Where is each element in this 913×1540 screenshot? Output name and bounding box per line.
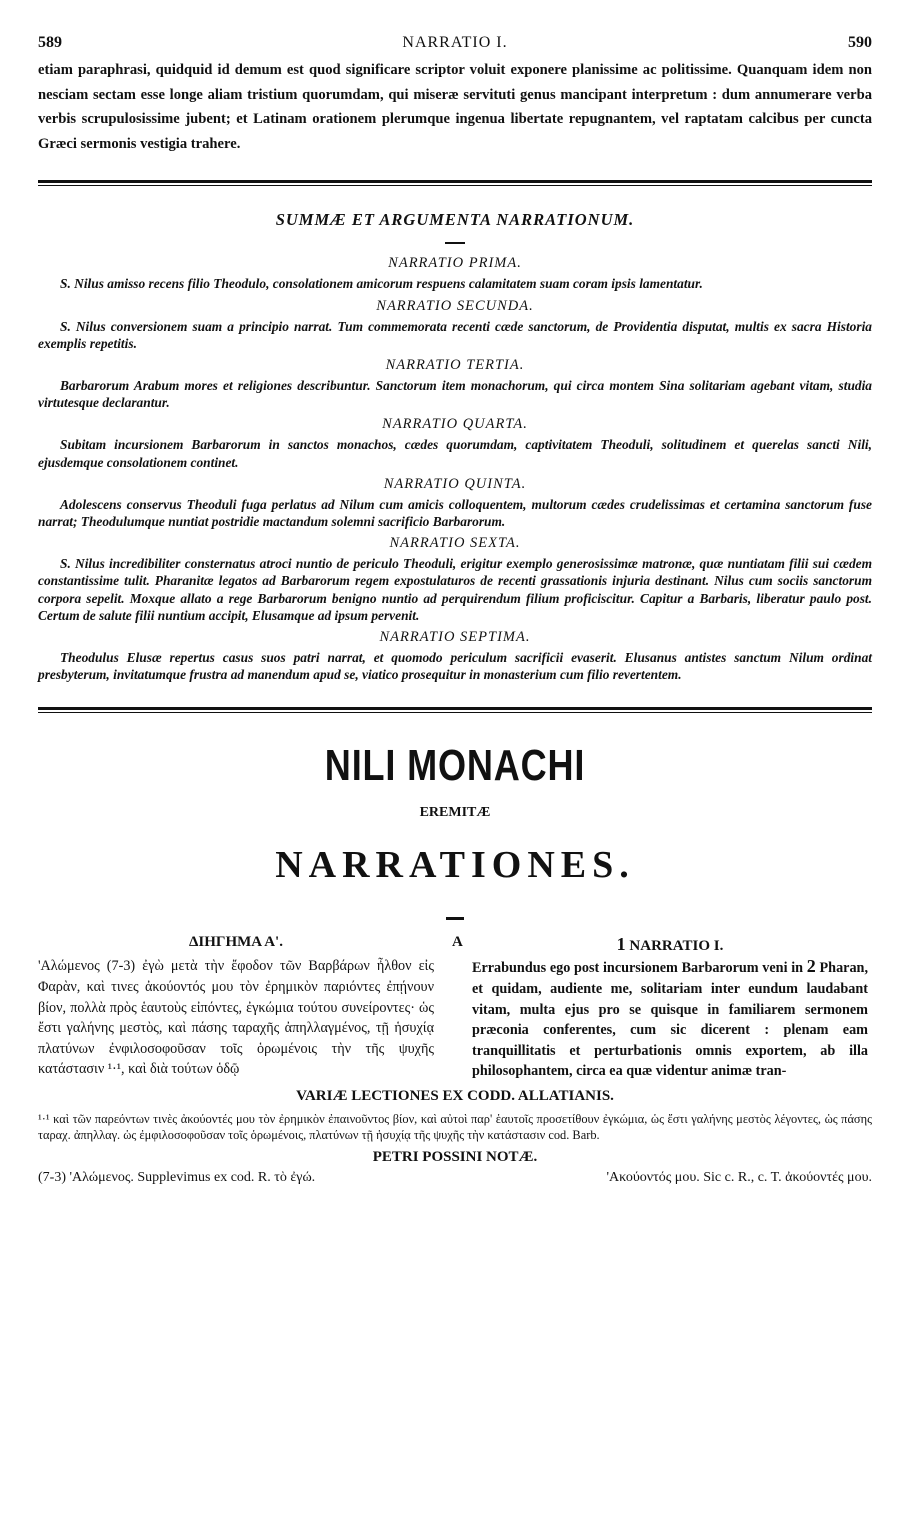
running-head [38, 34, 872, 56]
marginal-number: 1 [616, 934, 626, 955]
latin-text-start: Errabundus ego post incursionem Barbarorum veni in [472, 960, 804, 977]
greek-text: 'Αλώμενος (7-3) ἐγὼ μετὰ τὴν ἔφοδον τῶν Βαρβάρων ἦλθον εἰς Φαρὰν, καὶ τινες ἀκούοντός μου τὸν ἐρημικὸν παριόντες ἐπῄνουν βίον, πολλὰ πρὸς ἑαυτοὺς εἰπόντες, ἐγκώμια τούτου συνείροντες· ὡς ἔστι γαλήνης μεστὸς, καὶ πάσης ταραχῆς ἀπηλλαγμένος, τῇ ἡσυχίᾳ πλατύνων ἐνφιλοσοφοῦσαν τοῖς ὁρωμένοις τὴν τῆς ψυχῆς κατάστασιν ¹·¹, καὶ διὰ τούτων ὁδῷ [38, 958, 434, 1078]
column-marker: A [452, 934, 463, 951]
work-main-heading: NARRATIONES. [275, 844, 635, 887]
summary-item [38, 354, 872, 411]
summae-title: SUMMÆ ET ARGUMENTA NARRATIONUM. [275, 210, 635, 230]
summary-item [38, 252, 872, 292]
narratio-heading: NARRATIO SEXTA. [389, 535, 521, 552]
latin-heading: NARRATIO I. [629, 938, 724, 955]
narratio-summary: Theodulus Elusæ repertus casus suos patri narrat, et quomodo periculum sacrificii evaserit. Elusanus antistes sanctum Nilum ordinat presbyterum, invitatumque frustra ad manendum apud se, viatico prosequitur in monasterium cum filio revertentem. [38, 650, 872, 683]
section-divider [38, 707, 872, 713]
narratio-heading: NARRATIO SECUNDA. [376, 297, 534, 314]
work-title: NILI MONACHI [324, 741, 586, 791]
intro-paragraph: etiam paraphrasi, quidquid id demum est quod significare scriptor voluit exponere planissime ac politissime. Quanquam idem non nesciam sectam esse longe aliam tristium quorumdam, qui miseræ servituti genus mancipant interpretum : dum annumerare verba verbis scrupulosissime jubent; et Latinam orationem plerumque ingenua libertate repugnantem, vel raptatam calcibus per cuncta Græci sermonis vestigia trahere. [38, 62, 872, 152]
work-subtitle: EREMITÆ [419, 805, 491, 821]
narratio-heading: NARRATIO PRIMA. [388, 255, 522, 272]
summae-list [38, 252, 872, 683]
latin-text [472, 956, 868, 1082]
summary-item [38, 413, 872, 470]
page-number-right: 590 [848, 34, 872, 51]
greek-heading: ΔΙΗΓΗΜΑ Α'. [189, 934, 283, 951]
notae-heading: PETRI POSSINI NOTÆ. [372, 1148, 538, 1165]
summary-item [38, 295, 872, 352]
narratio-heading: NARRATIO QUINTA. [383, 475, 527, 492]
narratio-heading: NARRATIO SEPTIMA. [379, 629, 531, 646]
page-number-left: 589 [38, 34, 62, 51]
narratio-summary: S. Nilus conversionem suam a principio narrat. Tum commemorata recenti cæde sanctorum, de Providentia disputat, multis ex sacra Historia exemplis repetitis. [38, 318, 872, 351]
narratio-summary: S. Nilus incredibiliter consternatus atroci nuntio de periculo Theoduli, erigitur exemplo generosissimæ matronæ, quæ nuntiatam filii sui cædem constantissime tulit. Pharanitæ legatos ad Barbarorum regem expostulaturos de recenti grassationis injuria destinant. Nilus cum sociis sanctorum corpora sepelit. Moxque allato a rege Barbarorum benigno nuntio ad perquirendum filium proficiscitur. Capitur a Barbaris, liberatur paulo post. Certum de salute filii nuntium accipit, Elusamque ad ipsum pervenit. [38, 556, 872, 623]
parallel-columns [38, 934, 872, 1082]
narratio-heading: NARRATIO TERTIA. [385, 356, 525, 373]
marginal-number: 2 [806, 956, 816, 977]
section-divider [38, 180, 872, 186]
notae-row [38, 1170, 872, 1186]
greek-column [38, 934, 434, 1082]
latin-heading-row [472, 934, 868, 956]
title-dash [446, 917, 464, 920]
narratio-summary: Barbarorum Arabum mores et religiones describuntur. Sanctorum item monachorum, qui circa montem Sina solitariam agebant vitam, studia virtutesque declarantur. [38, 377, 872, 411]
latin-text-rest: Pharan, et quidam, audiente me, solitariam inter eundum laudabant vitam, multa ejus pro se quisque in familiarem sermonem præconia conferentes, cum sic dicerent : plenam eam tranquillitatis et perturbationis omnis exportem, ab illa philosophantem, circa ea quæ videntur animæ tran- [472, 960, 868, 1080]
latin-column [472, 934, 868, 1082]
narratio-summary: S. Nilus amisso recens filio Theodulo, consolationem amicorum respuens calamitatem suam coram ipsis lamentatur. [60, 276, 703, 292]
summary-item [38, 626, 872, 683]
narratio-heading: NARRATIO QUARTA. [382, 416, 528, 433]
running-title: NARRATIO I. [402, 34, 508, 51]
page [38, 34, 872, 1186]
variae-text: ¹·¹ καὶ τῶν παρεόντων τινὲς ἀκούοντές μου τὸν ἐρημικὸν ἐπαινοῦντος βίον, καὶ αὐτοὶ παρ' ἑαυτοῖς προσετίθουν ἐγκώμια, ὡς ἔστι γαλήνης μεστὸς λέγοντες, ὡς πάσης ταραχ. ἀπηλλαγ. ὡς ἐμφιλοσοφοῦσαν τοῖς ὁρωμένοις, πλατύνων τῇ ἡσυχίᾳ τῆς ψυχῆς τὴν κατάστασιν cod. Barb. [38, 1111, 872, 1142]
summary-item [38, 473, 872, 530]
title-dash [445, 242, 465, 244]
note-left: (7-3) 'Αλώμενος. Supplevimus ex cod. R. τὸ ἐγώ. [38, 1169, 316, 1185]
narratio-summary: Adolescens conservus Theoduli fuga perlatus ad Nilum cum amicis colloquentem, multorum cædes crudelissimas et certamina sanctorum fuse narrat; Theodulumque nuntiat postridie mactandum solemni sacrificio Barbarorum. [38, 496, 872, 529]
narratio-summary: Subitam incursionem Barbarorum in sanctos monachos, cædes quorumdam, captivitatem Theoduli, solitudinem et querelas sancti Nili, ejusdemque consolationem continet. [38, 437, 872, 470]
summary-item [38, 532, 872, 624]
note-right: 'Ακούοντός μου. Sic c. R., c. T. ἀκούοντές μου. [606, 1169, 872, 1185]
variae-heading: VARIÆ LECTIONES EX CODD. ALLATIANIS. [296, 1087, 614, 1104]
